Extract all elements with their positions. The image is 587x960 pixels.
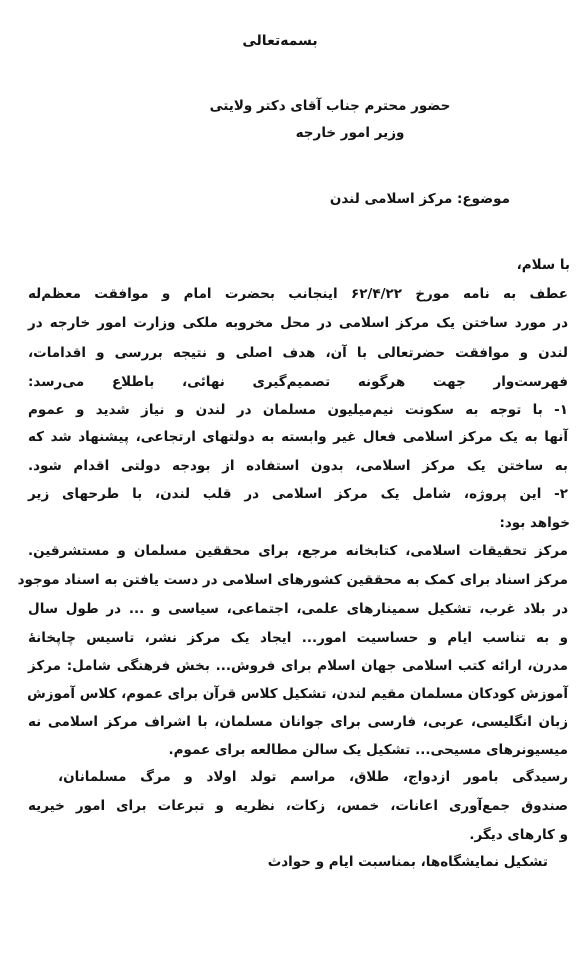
recipient-name: حضور محترم جناب آقای دکتر ولایتی — [209, 98, 451, 114]
item2-line: خواهد بود: — [499, 515, 570, 531]
plan-line: میسیونرهای مسیحی... تشکیل یک سالن مطالعه برای عموم. — [168, 742, 568, 758]
plan-line: در بلاد غرب، تشکیل سمینارهای علمی، اجتماعی، سیاسی و ... در طول سال — [28, 601, 568, 617]
item2-line: ۲- این پروژه، شامل یک مرکز اسلامی در قلب لندن، با طرحهای زیر — [28, 486, 568, 502]
plan-line: زبان انگلیسی، عربی، فارسی برای جوانان مسلمان، با اشراف مرکز اسلامی نه — [28, 714, 568, 730]
subject-line: موضوع: مرکز اسلامی لندن — [329, 191, 510, 207]
recipient-title: وزیر امور خارجه — [295, 125, 405, 141]
plan-line: و به تناسب ایام و حساسیت امور... ایجاد یک مرکز نشر، تاسیس چاپخانهٔ — [28, 630, 568, 646]
plan-line: آموزش کودکان مسلمان مقیم لندن، تشکیل کلاس قرآن برای عموم، کلاس آموزش — [27, 686, 568, 702]
salutation: با سلام، — [516, 257, 570, 273]
paragraph1-line: در مورد ساختن یک مرکز اسلامی در محل مخروبه ملکی وزارت امور خارجه در — [28, 315, 568, 331]
service-line: رسیدگی بامور ازدواج، طلاق، مراسم تولد اولاد و مرگ مسلمانان، — [58, 769, 568, 785]
last-line: تشکیل نمایشگاه‌ها، بمناسبت ایام و حوادث — [267, 854, 548, 870]
invocation: بسمه‌تعالی — [242, 33, 318, 49]
item1-line: ۱- با توجه به سکونت نیم‌میلیون مسلمان در لندن و نیاز شدید و عموم — [28, 402, 568, 418]
service-line: صندوق جمع‌آوری اعانات، خمس، زکات، نظریه و تبرعات برای امور خیریه — [28, 798, 568, 814]
paragraph1-line: عطف به نامه مورخ ۶۲/۴/۲۲ اینجانب بحضرت امام و موافقت معظم‌له — [28, 286, 568, 302]
service-line: و کارهای دیگر. — [469, 827, 568, 843]
paragraph1-line: فهرست‌وار جهت هرگونه تصمیم‌گیری نهائی، باطلاع می‌رسد: — [28, 374, 568, 390]
paragraph1-line: لندن و موافقت حضرتعالی با آن، هدف اصلی و نتیجه بررسی و اقدامات، — [28, 345, 568, 361]
plan-line: مرکز اسناد برای کمک به محققین کشورهای اسلامی در دست یافتن به اسناد موجود — [17, 572, 568, 588]
item1-line: آنها به یک مرکز اسلامی فعال غیر وابسته به دولتهای ارتجاعی، پیشنهاد شد که — [28, 429, 568, 445]
item1-line: به ساختن یک مرکز اسلامی، بدون استفاده از بودجه دولتی اقدام شود. — [28, 458, 568, 474]
plan-line: مدرن، ارائه کتب اسلامی جهان اسلام برای فروش... بخش فرهنگی شامل: مرکز — [28, 658, 568, 674]
plan-line: مرکز تحقیقات اسلامی، کتابخانه مرجع، برای محققین مسلمان و مستشرقین. — [28, 543, 568, 559]
